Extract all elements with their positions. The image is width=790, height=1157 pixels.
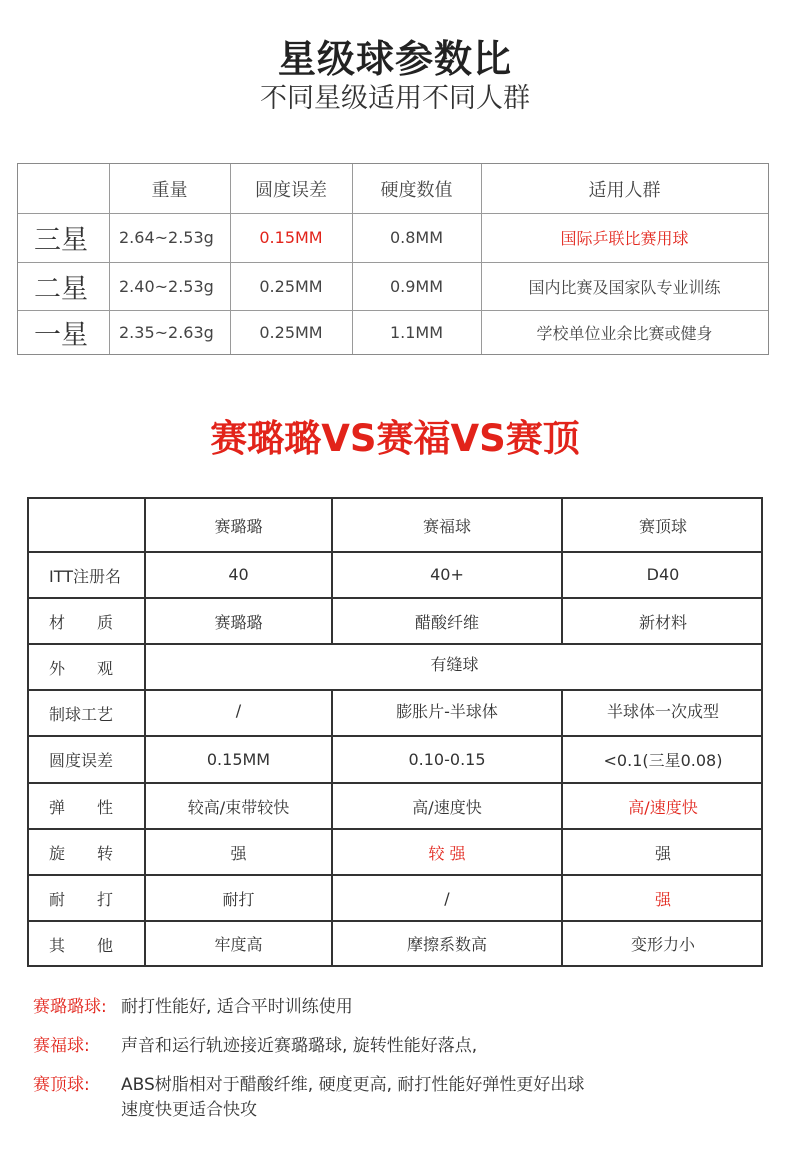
note-item [33,992,353,1017]
note-key: 赛顶球: [33,1075,90,1095]
table-cell: 高/速度快 [412,797,482,817]
note-item [33,1031,477,1056]
header-cell-empty [18,164,109,213]
table-cell: 较高/束带较快 [187,797,290,817]
row-label: 旋 转 [49,843,114,863]
table-cell: 较 强 [428,843,466,863]
table-cell: 40 [228,564,249,584]
roundness-cell: 0.15MM [259,228,323,247]
material-comparison-table [27,497,763,967]
row-label: 三星 [34,225,88,256]
note-key: 赛福球: [33,1036,90,1056]
table-cell: 醋酸纤维 [414,612,479,632]
note-text: ABS树脂相对于醋酸纤维, 硬度更高, 耐打性能好弹性更好出球 [121,1075,585,1095]
note-text: 声音和运行轨迹接近赛璐璐球, 旋转性能好落点, [121,1036,478,1056]
row-label: 其 他 [49,936,114,955]
table-row [18,310,768,354]
hardness-cell: 0.9MM [389,276,444,296]
header-cell-hardness: 硬度数值 [380,179,453,201]
note-text-continued: 速度快更适合快攻 [121,1100,257,1120]
star-level-table [17,163,769,355]
roundness-cell: 0.25MM [259,322,323,342]
weight-cell: 2.40~2.53g [119,276,214,296]
column-header-saifu: 赛福球 [422,516,471,536]
merged-cell: 有缝球 [430,654,479,674]
table-cell: 耐打 [222,889,255,909]
table-cell: 强 [230,843,247,863]
audience-cell: 国际乒联比赛用球 [560,229,689,248]
table-cell: 新材料 [638,612,687,632]
weight-cell: 2.64~2.53g [119,228,214,247]
row-label: 制球工艺 [49,704,114,724]
table-cell: <0.1(三星0.08) [603,751,723,770]
table-row [18,262,768,310]
hardness-cell: 1.1MM [389,322,444,342]
table-cell: 强 [654,889,671,909]
row-label: 圆度误差 [49,751,114,770]
table-cell: 强 [654,843,671,863]
row-label: 二星 [34,273,88,305]
row-label: 耐 打 [49,889,114,909]
table-cell: 牢度高 [214,934,263,954]
table-cell: 半球体一次成型 [606,701,719,721]
column-header-celluloid: 赛璐璐 [214,516,263,536]
table-cell: 高/速度快 [628,797,698,817]
row-label: ITT注册名 [49,566,121,586]
note-item [33,1070,584,1095]
table-cell: 40+ [430,564,464,584]
table-cell: / [444,888,450,908]
table-cell: 0.10-0.15 [408,750,486,769]
weight-cell: 2.35~2.63g [119,322,214,342]
table-cell: 0.15MM [206,750,271,769]
note-text: 耐打性能好, 适合平时训练使用 [121,997,353,1017]
table-cell: / [235,700,242,720]
header-cell-weight: 重量 [151,179,188,201]
row-label: 材 质 [49,612,114,632]
page-title: 星级球参数比 [277,37,512,81]
table-cell: 变形力小 [630,934,695,954]
header-cell-roundness: 圆度误差 [255,179,327,201]
comparison-title: 赛璐璐VS赛福VS赛顶 [210,417,580,460]
note-key: 赛璐璐球: [33,997,107,1017]
page-subtitle: 不同星级适用不同人群 [260,83,530,114]
roundness-cell: 0.25MM [259,276,323,296]
row-label: 一星 [34,319,88,351]
row-label: 外 观 [49,658,114,678]
header-cell-audience: 适用人群 [588,179,661,201]
table-cell: D40 [646,564,680,584]
table-cell: 膨胀片-半球体 [396,701,498,721]
row-label: 弹 性 [49,797,114,817]
table-row [18,213,768,262]
column-header-saiding: 赛顶球 [638,516,687,536]
hardness-cell: 0.8MM [389,228,444,247]
table-cell: 摩擦系数高 [406,934,487,954]
audience-cell: 学校单位业余比赛或健身 [536,323,713,343]
audience-cell: 国内比赛及国家队专业训练 [528,277,721,297]
table-cell: 赛璐璐 [214,612,263,632]
table-header-row [18,164,768,213]
